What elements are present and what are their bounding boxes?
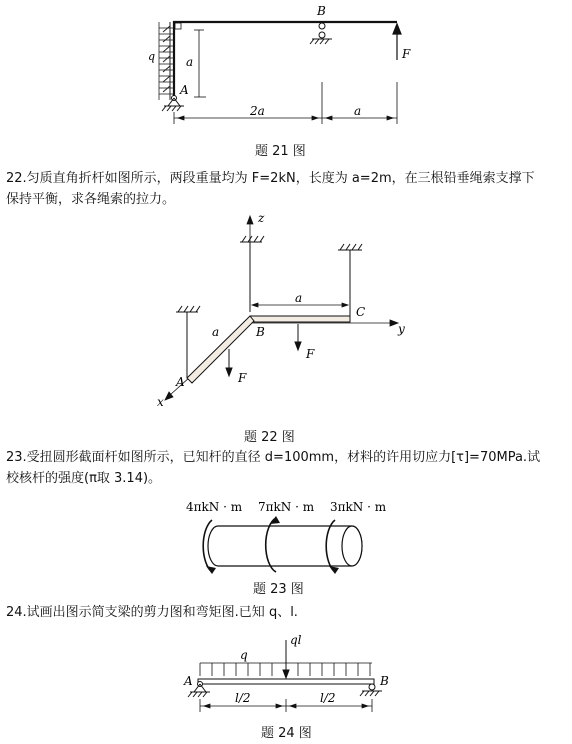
fig21-label-q: q (148, 50, 156, 63)
q22-text-line2: 保持平衡，求各绳索的拉力。 (6, 192, 176, 207)
fig21-label-F: F (402, 47, 411, 61)
fig22-label-z: z (258, 211, 265, 225)
fig22-label-C: C (356, 305, 366, 319)
fig24-label-ql: ql (290, 633, 302, 647)
fig22-label-F-left: F (238, 371, 247, 385)
q23-text-line2: 校核杆的强度(π取 3.14)。 (6, 471, 162, 486)
fig23-torque1-label: 4πkN · m (186, 500, 243, 514)
fig24-dim-right: l/2 (320, 691, 336, 705)
fig21-label-a-vert: a (186, 55, 194, 69)
fig22-label-B: B (256, 325, 265, 339)
fig21-dim-2a: 2a (250, 104, 265, 118)
q23-text-line1: 23.受扭圆形截面杆如图所示，已知杆的直径 d=100mm，材料的许用切应力[τ]=70MPa.试 (6, 450, 541, 465)
fig22-label-A: A (176, 375, 185, 389)
fig21-label-A: A (180, 83, 189, 97)
fig22-caption: 题 22 图 (244, 430, 295, 445)
fig24-label-A: A (184, 674, 193, 688)
fig24-dim-left: l/2 (235, 691, 251, 705)
fig21-caption: 题 21 图 (255, 144, 306, 159)
fig23-torque3-label: 3πkN · m (330, 500, 387, 514)
fig22-label-x: x (157, 395, 164, 409)
fig24-dims (200, 699, 372, 712)
fig24-point-load (283, 640, 289, 678)
q24-text-line1: 24.试画出图示简支梁的剪力图和弯矩图.已知 q、l. (6, 605, 298, 620)
fig22-label-y: y (398, 322, 405, 336)
fig24-beam (198, 679, 374, 684)
fig21-dim-a: a (354, 104, 362, 118)
fig22-label-a-diag: a (212, 325, 220, 339)
fig23-torque2-label: 7πkN · m (258, 500, 315, 514)
fig24-caption: 题 24 图 (261, 726, 312, 741)
fig23-caption: 题 23 图 (253, 582, 304, 597)
fig22-label-F-right: F (306, 347, 315, 361)
fig21-label-B: B (317, 4, 326, 18)
fig24-label-q: q (240, 648, 248, 662)
fig24-support-B (360, 684, 382, 696)
fig24-label-B: B (380, 674, 389, 688)
q22-text-line1: 22.匀质直角折杆如图所示，两段重量均为 F=2kN，长度为 a=2m，在三根铅垂绳索支撑下 (6, 171, 535, 186)
fig22-label-a-top: a (295, 291, 303, 305)
